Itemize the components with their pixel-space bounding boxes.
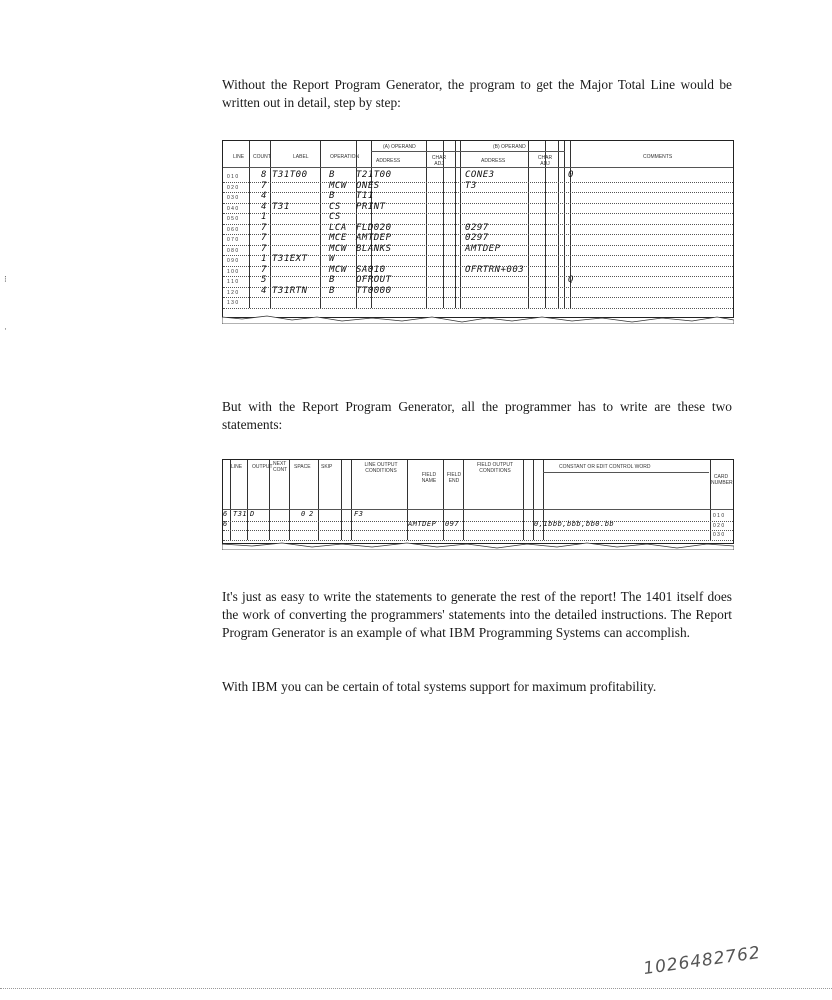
count-value: 5 (261, 275, 267, 285)
rpg-field-name-value: AMTDEP (408, 519, 437, 528)
rpg-card-number: 0 1 0 (713, 513, 725, 519)
grid-column-line (443, 460, 444, 540)
line-number: 0 3 0 (227, 195, 239, 201)
operation-value: B (329, 285, 335, 296)
operation-value: LCA (329, 222, 347, 233)
line-number: 1 1 0 (227, 279, 239, 285)
operation-value: CS (329, 201, 341, 212)
line-number: 0 5 0 (227, 216, 239, 222)
grid-column-line (351, 460, 352, 540)
operation-value: MCE (329, 233, 347, 243)
a-operand-value: TT0000 (356, 285, 392, 296)
d-modifier-value: 0 (568, 170, 574, 180)
b-operand-value: 0297 (465, 222, 489, 233)
grid-column-line (463, 460, 464, 540)
rpg-condition-value: F3 (354, 510, 364, 518)
margin-mark: ⁝ (4, 274, 7, 284)
torn-edge (222, 315, 734, 324)
count-value: 7 (261, 222, 267, 233)
grid-header-line (223, 509, 733, 510)
b-operand-value: AMTDEP (465, 243, 501, 254)
grid-row-line (223, 308, 733, 309)
count-value: 1 (261, 212, 267, 222)
grid-row-line (223, 276, 733, 277)
operation-value: W (329, 254, 335, 264)
header-field-name: FIELD NAME (421, 472, 437, 484)
grid-row-line (223, 530, 733, 531)
rpg-space-value: 0 (301, 510, 306, 518)
b-operand-value: 0297 (465, 233, 489, 243)
rpg-line-value: 6 (223, 510, 228, 518)
header-count: COUNT (253, 154, 271, 160)
grid-row-line (223, 203, 733, 204)
rpg-card-number: 0 2 0 (713, 522, 725, 529)
closing-paragraph (222, 678, 732, 696)
rpg-paragraph: But with the Report Program Generator, all the programmer has to write are these two statements: (222, 399, 732, 432)
b-operand-value: CONE3 (465, 170, 495, 180)
grid-column-line (269, 460, 270, 540)
header-card-number: CARD NUMBER (711, 474, 733, 486)
header-rpg-line: LINE (231, 464, 243, 470)
grid-row-line (223, 213, 733, 214)
header-line-output-conditions: LINE OUTPUT CONDITIONS (364, 462, 398, 474)
rpg-card-number: 0 3 0 (713, 532, 725, 538)
count-value: 1 (261, 254, 267, 264)
b-operand-value: OFRTRN+003 (465, 264, 525, 275)
header-comments: COMMENTS (643, 154, 673, 160)
a-operand-value: PRINT (356, 201, 386, 212)
summary-text-b: Programming Systems can accomplish. (475, 625, 690, 640)
margin-mark: · (4, 324, 7, 334)
header-field-end: FIELD END (446, 472, 462, 484)
grid-column-line (318, 460, 319, 540)
label-value: T31T00 (272, 170, 308, 180)
rpg-output-value: D (250, 510, 255, 518)
rpg-type-value: T31 (233, 510, 248, 518)
line-number: 0 7 0 (227, 237, 239, 243)
a-operand-value: SA010 (356, 264, 386, 275)
header-a-address: ADDRESS (376, 158, 401, 164)
label-value: T31EXT (272, 254, 308, 264)
rpg-specification-form (222, 459, 734, 544)
operation-value: B (329, 275, 335, 285)
header-a-operand: (A) OPERAND (383, 144, 416, 150)
summary-text-a: It's just as easy to write the statements to generate the rest of the report! The 1401 itself does the work of converting the programmers' statements into the detailed instructions. The Report Program Generator is an example of what (222, 589, 732, 640)
header-constant-edit: CONSTANT OR EDIT CONTROL WORD (559, 464, 651, 470)
a-operand-value: BLANKS (356, 243, 392, 254)
header-b-operand: (B) OPERAND (493, 144, 526, 150)
header-space: SPACE (294, 464, 311, 470)
ibm-name: IBM (251, 679, 278, 694)
grid-column-line (523, 460, 524, 540)
line-number: 0 2 0 (227, 184, 239, 191)
grid-header-line (371, 151, 565, 152)
line-number: 0 4 0 (227, 205, 239, 212)
count-value: 7 (261, 233, 267, 243)
b-operand-value: T3 (465, 180, 477, 191)
operation-value: CS (329, 212, 341, 222)
summary-paragraph (222, 588, 732, 642)
count-value: 4 (261, 285, 267, 296)
page-bottom-rule (0, 988, 832, 989)
rpg-line-value: 6 (223, 519, 228, 528)
header-label: LABEL (293, 154, 309, 160)
header-field-output-conditions: FIELD OUTPUT CONDITIONS (476, 462, 514, 474)
line-number: 1 0 0 (227, 268, 239, 275)
d-modifier-value: Q (568, 275, 574, 285)
grid-header-line (223, 167, 733, 168)
grid-row-line (223, 192, 733, 193)
header-skip: SKIP (321, 464, 333, 470)
a-operand-value: ONES (356, 180, 380, 191)
grid-column-line (710, 460, 711, 540)
line-number: 0 6 0 (227, 226, 239, 233)
grid-row-line (223, 182, 733, 183)
grid-column-line (341, 460, 342, 540)
count-value: 4 (261, 191, 267, 201)
line-number: 1 2 0 (227, 289, 239, 296)
grid-column-line (289, 460, 290, 540)
header-b-address: ADDRESS (481, 158, 506, 164)
rpg-skip-value: 2 (309, 510, 314, 518)
grid-column-line (230, 460, 231, 540)
operation-value: B (329, 170, 335, 180)
rpg-field-end-value: 097 (445, 519, 460, 528)
a-operand-value: T11 (356, 191, 374, 201)
label-value: T31 (272, 201, 290, 212)
closing-text-a: With (222, 679, 252, 694)
label-value: T31RTN (272, 285, 308, 296)
document-number-stamp: 1026482762 (642, 942, 762, 980)
intro-paragraph: Without the Report Program Generator, the program to get the Major Total Line would be written out in detail, step by step: (222, 77, 732, 110)
grid-column-line (407, 460, 408, 540)
header-output: OUTPUT (252, 464, 273, 470)
line-number: 0 9 0 (227, 258, 239, 264)
header-b-char-adj: CHAR ADJ (537, 155, 553, 167)
line-number: 0 8 0 (227, 247, 239, 254)
operation-value: MCW (329, 264, 347, 275)
count-value: 8 (261, 170, 267, 180)
a-operand-value: FLD020 (356, 222, 392, 233)
a-operand-value: OFROUT (356, 275, 392, 285)
a-operand-value: T21T00 (356, 170, 392, 180)
a-operand-value: AMTDEP (356, 233, 392, 243)
grid-header-line (543, 472, 709, 473)
operation-value: B (329, 191, 335, 201)
header-next-cont: NEXT CONT (273, 461, 288, 473)
operation-value: MCW (329, 180, 347, 191)
closing-text-b: you can be certain of total systems support for maximum profitability. (277, 679, 657, 694)
count-value: 7 (261, 264, 267, 275)
count-value: 7 (261, 243, 267, 254)
torn-edge (222, 541, 734, 550)
ibm-name: IBM (449, 625, 476, 640)
header-a-char-adj: CHAR ADJ (431, 155, 447, 167)
grid-row-line (223, 297, 733, 298)
count-value: 4 (261, 201, 267, 212)
operation-value: MCW (329, 243, 347, 254)
count-value: 7 (261, 180, 267, 191)
grid-column-line (533, 460, 534, 540)
header-line: LINE (233, 154, 245, 160)
line-number: 1 3 0 (227, 300, 239, 306)
grid-column-line (247, 460, 248, 540)
rpg-constant-value: 0,1bbb,bbb,bb0.bb (534, 519, 615, 528)
line-number: 0 1 0 (227, 174, 239, 180)
autocoder-coding-form (222, 140, 734, 318)
grid-row-line (223, 521, 733, 522)
header-operation: OPERATION (330, 154, 360, 160)
